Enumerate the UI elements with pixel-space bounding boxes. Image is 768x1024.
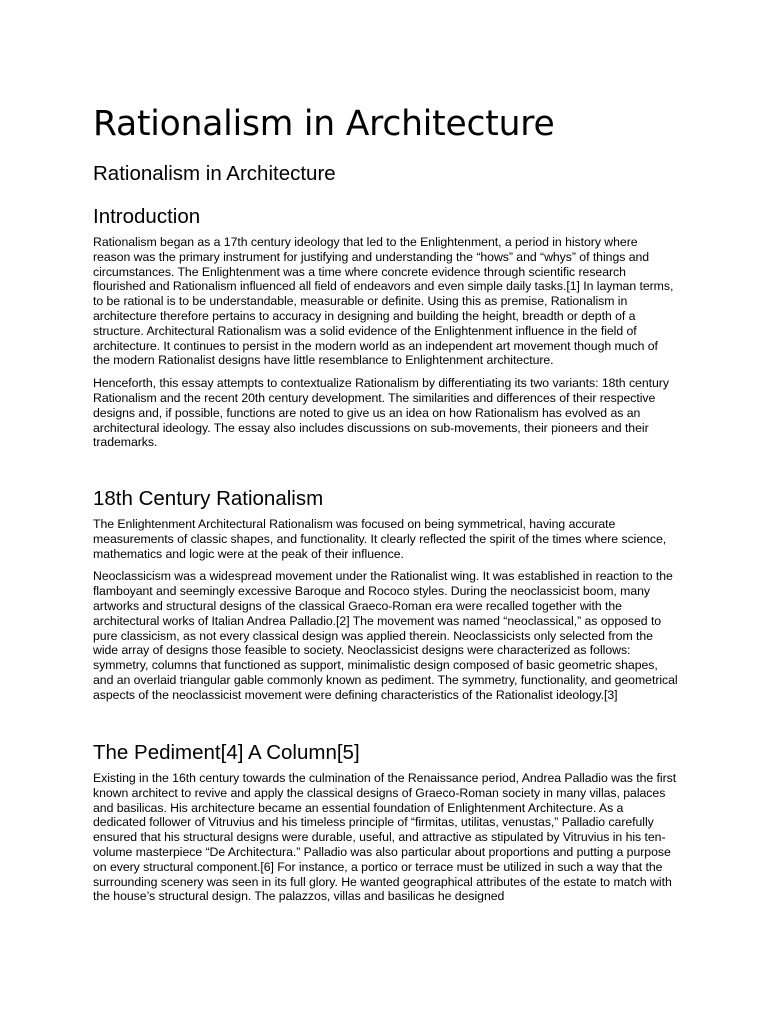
section-18th-century-rationalism <box>93 487 678 711</box>
document-subtitle: Rationalism in Architecture <box>93 162 336 185</box>
paragraph: Henceforth, this essay attempts to contextualize Rationalism by differentiating its two variants: 18th century Rationalism and the recent 20th century development. The similarities and differences of their respective designs and, if possible, functions are noted to give us an idea on how Rationalism has evolved as an architectural ideology. The essay also includes discussions on sub-movements, their pioneers and their trademarks. <box>93 376 669 450</box>
paragraph: The Enlightenment Architectural Rationalism was focused on being symmetrical, having accurate measurements of classic shapes, and functionality. It clearly reflected the spirit of the times where science, mathematics and logic were at the peak of their influence. <box>93 517 667 561</box>
paragraph: Neoclassicism was a widespread movement under the Rationalist wing. It was established in reaction to the flamboyant and seemingly excessive Baroque and Rococo styles. During the neoclassicist boom, many artworks and structural designs of the classical Graeco-Roman era were recalled together with the architectural works of Italian Andrea Palladio.[2] The movement was named “neoclassical,” as opposed to pure classicism, as not every classical design was applied therein. Neoclassicists only selected from the wide array of designs those feasible to society. Neoclassicist designs were characterized as follows: symmetry, columns that functioned as support, minimalistic design composed of basic geometric shapes, and an overlaid triangular gable commonly known as pediment. The symmetry, functionality, and geometrical aspects of the neoclassicist movement were defining characteristics of the Rationalist ideology.[3] <box>93 569 678 702</box>
section-heading: Introduction <box>93 205 201 228</box>
section-heading: 18th Century Rationalism <box>93 487 324 510</box>
document-title: Rationalism in Architecture <box>93 104 555 144</box>
paragraph: Existing in the 16th century towards the culmination of the Renaissance period, Andrea Palladio was the first known architect to revive and apply the classical designs of Graeco-Roman society in many villas, palaces and basilicas. His architecture became an essential foundation of Enlightenment Architecture. As a dedicated follower of Vitruvius and his timeless principle of “firmitas, utilitas, venustas,” Palladio carefully ensured that his structural designs were durable, useful, and attractive as stipulated by Vitruvius in his ten-volume masterpiece “De Architectura.” Palladio was also particular about proportions and putting a purpose on every structural component.[6] For instance, a portico or terrace must be utilized in such a way that the surrounding scenery was seen in its full glory. He wanted geographical attributes of the estate to match with the house’s structural design. The palazzos, villas and basilicas he designed <box>93 771 677 904</box>
paragraph: Rationalism began as a 17th century ideology that led to the Enlightenment, a period in history where reason was the primary instrument for justifying and understanding the “hows” and “whys” of things and circumstances. The Enlightenment was a time where concrete evidence through scientific research flourished and Rationalism influenced all field of endeavors and even simple daily tasks.[1] In layman terms, to be rational is to be understandable, measurable or definite. Using this as premise, Rationalism in architecture therefore pertains to accuracy in designing and building the height, breadth or depth of a structure. Architectural Rationalism was a solid evidence of the Enlightenment influence in the field of architecture. It continues to persist in the modern world as an independent art movement though much of the modern Rationalist designs have little resemblance to Enlightenment architecture. <box>93 235 674 368</box>
section-introduction <box>93 205 678 458</box>
section-heading: The Pediment[4] A Column[5] <box>93 741 360 764</box>
section-pediment-column <box>93 741 678 912</box>
